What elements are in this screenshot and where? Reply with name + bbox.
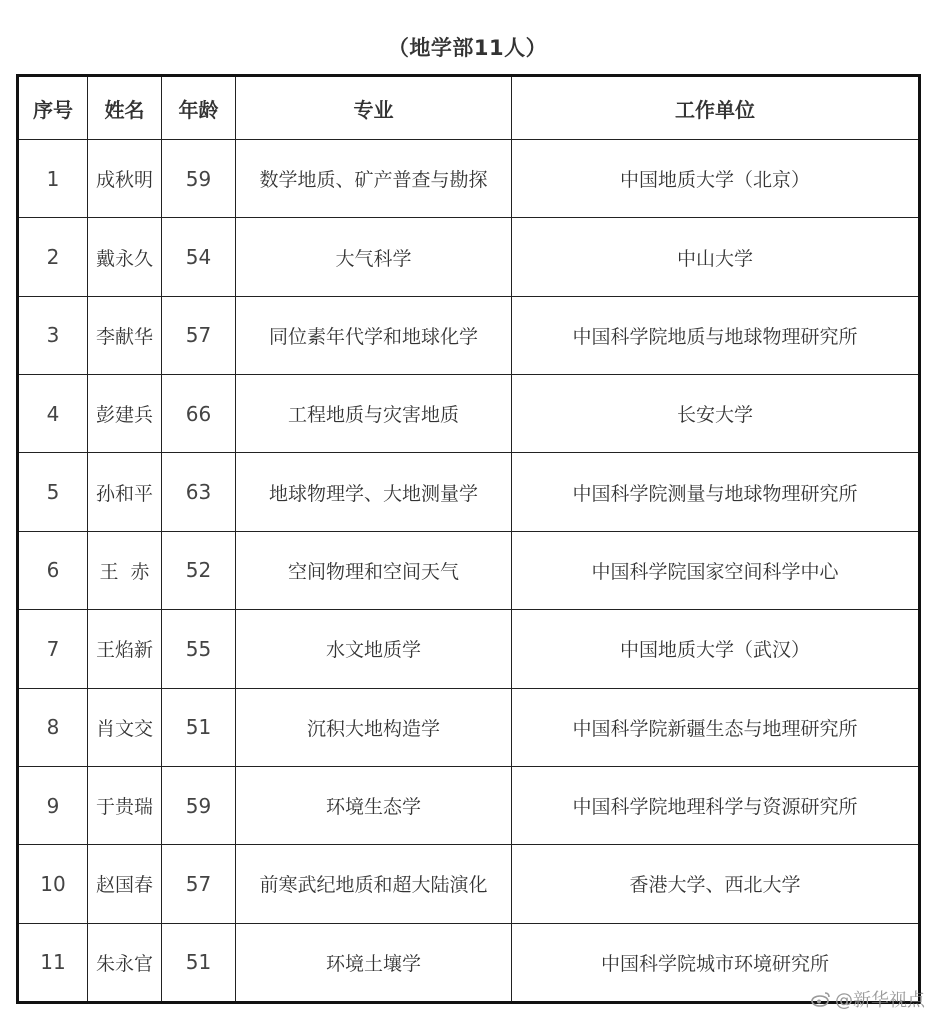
cell-workplace: 中国科学院地理科学与资源研究所 <box>512 766 920 844</box>
cell-major: 数学地质、矿产普查与勘探 <box>236 140 512 218</box>
table-row <box>18 766 920 844</box>
cell-workplace: 中国地质大学（武汉） <box>512 610 920 688</box>
table-row <box>18 923 920 1002</box>
cell-index: 2 <box>18 218 88 296</box>
cell-age: 57 <box>162 296 236 374</box>
cell-workplace: 中国科学院国家空间科学中心 <box>512 531 920 609</box>
cell-workplace: 中山大学 <box>512 218 920 296</box>
header-name: 姓名 <box>88 76 162 140</box>
cell-major: 沉积大地构造学 <box>236 688 512 766</box>
header-major: 专业 <box>236 76 512 140</box>
table-row <box>18 610 920 688</box>
cell-age: 54 <box>162 218 236 296</box>
cell-workplace: 中国科学院测量与地球物理研究所 <box>512 453 920 531</box>
cell-index: 6 <box>18 531 88 609</box>
cell-index: 5 <box>18 453 88 531</box>
cell-index: 9 <box>18 766 88 844</box>
cell-index: 3 <box>18 296 88 374</box>
cell-name: 成秋明 <box>88 140 162 218</box>
cell-workplace: 香港大学、西北大学 <box>512 845 920 923</box>
cell-name: 王焰新 <box>88 610 162 688</box>
cell-age: 66 <box>162 375 236 453</box>
cell-age: 52 <box>162 531 236 609</box>
cell-name: 肖文交 <box>88 688 162 766</box>
cell-major: 空间物理和空间天气 <box>236 531 512 609</box>
cell-workplace: 中国科学院地质与地球物理研究所 <box>512 296 920 374</box>
cell-age: 51 <box>162 923 236 1002</box>
cell-name: 朱永官 <box>88 923 162 1002</box>
table-row <box>18 375 920 453</box>
cell-name: 彭建兵 <box>88 375 162 453</box>
table-row <box>18 218 920 296</box>
cell-age: 57 <box>162 845 236 923</box>
cell-name: 李献华 <box>88 296 162 374</box>
cell-index: 1 <box>18 140 88 218</box>
weibo-icon <box>811 991 831 1007</box>
cell-age: 55 <box>162 610 236 688</box>
cell-name: 戴永久 <box>88 218 162 296</box>
table-row <box>18 688 920 766</box>
watermark-text: @新华视点 <box>835 990 925 1011</box>
table-row <box>18 845 920 923</box>
table-row <box>18 296 920 374</box>
cell-name: 王 赤 <box>88 531 162 609</box>
cell-age: 63 <box>162 453 236 531</box>
cell-workplace: 中国科学院新疆生态与地理研究所 <box>512 688 920 766</box>
cell-major: 工程地质与灾害地质 <box>236 375 512 453</box>
header-age: 年龄 <box>162 76 236 140</box>
academician-table <box>16 74 921 1004</box>
cell-major: 环境生态学 <box>236 766 512 844</box>
cell-name: 赵国春 <box>88 845 162 923</box>
cell-workplace: 长安大学 <box>512 375 920 453</box>
table-row <box>18 531 920 609</box>
table-caption: （地学部11人） <box>387 36 548 60</box>
cell-major: 大气科学 <box>236 218 512 296</box>
cell-name: 孙和平 <box>88 453 162 531</box>
cell-major: 水文地质学 <box>236 610 512 688</box>
table-row <box>18 453 920 531</box>
table-header-row <box>18 76 920 140</box>
cell-workplace: 中国科学院城市环境研究所 <box>512 923 920 1002</box>
cell-index: 7 <box>18 610 88 688</box>
table-row <box>18 140 920 218</box>
cell-age: 59 <box>162 140 236 218</box>
cell-major: 同位素年代学和地球化学 <box>236 296 512 374</box>
cell-major: 前寒武纪地质和超大陆演化 <box>236 845 512 923</box>
cell-age: 59 <box>162 766 236 844</box>
cell-major: 地球物理学、大地测量学 <box>236 453 512 531</box>
cell-index: 4 <box>18 375 88 453</box>
header-workplace: 工作单位 <box>512 76 920 140</box>
cell-major: 环境土壤学 <box>236 923 512 1002</box>
cell-workplace: 中国地质大学（北京） <box>512 140 920 218</box>
cell-age: 51 <box>162 688 236 766</box>
watermark <box>811 986 925 1012</box>
cell-index: 10 <box>18 845 88 923</box>
header-index: 序号 <box>18 76 88 140</box>
cell-index: 11 <box>18 923 88 1002</box>
cell-name: 于贵瑞 <box>88 766 162 844</box>
cell-index: 8 <box>18 688 88 766</box>
